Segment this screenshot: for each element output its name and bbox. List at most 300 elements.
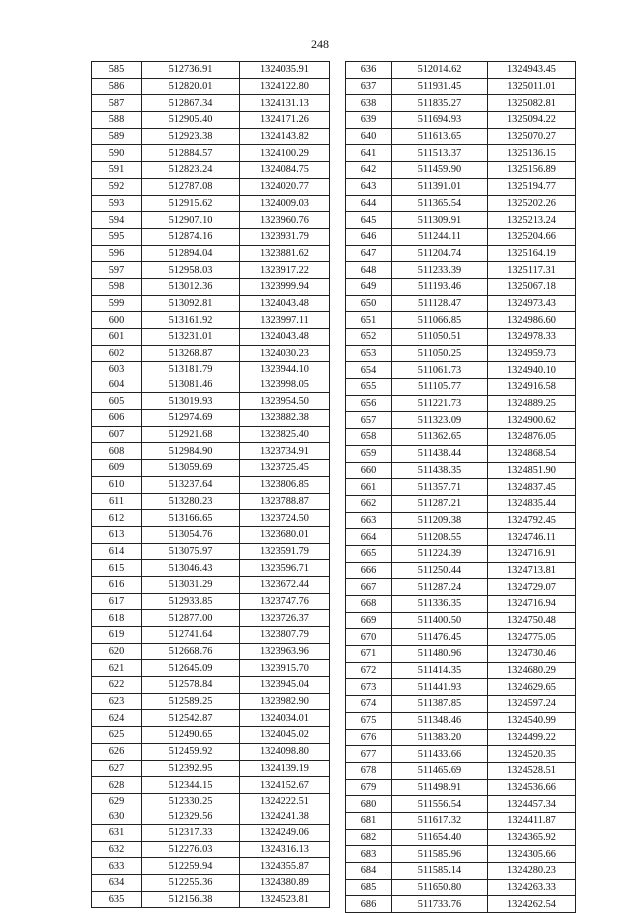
table-row — [92, 393, 330, 410]
y-coordinate-cell: 1324876.05 — [488, 429, 576, 446]
point-number-cell: 618 — [92, 610, 142, 627]
y-coordinate-cell: 1323931.79 — [240, 228, 330, 245]
point-number-cell: 660 — [346, 462, 392, 479]
x-coordinate-cell: 511585.96 — [392, 846, 488, 863]
table-row — [92, 228, 330, 245]
table-row — [346, 95, 576, 112]
table-row — [92, 777, 330, 794]
x-coordinate-cell: 511438.35 — [392, 462, 488, 479]
point-number-cell: 646 — [346, 228, 392, 245]
y-coordinate-cell: 1325202.26 — [488, 195, 576, 212]
x-coordinate-cell: 511244.11 — [392, 228, 488, 245]
y-coordinate-cell: 1324280.23 — [488, 863, 576, 880]
table-row — [346, 462, 576, 479]
y-coordinate-cell: 1324043.48 — [240, 329, 330, 346]
point-number-cell: 645 — [346, 212, 392, 229]
y-coordinate-cell: 1324729.07 — [488, 579, 576, 596]
table-body — [92, 62, 330, 908]
y-coordinate-cell: 1323725.45 — [240, 460, 330, 477]
x-coordinate-cell: 511128.47 — [392, 295, 488, 312]
x-coordinate-cell: 511480.96 — [392, 646, 488, 663]
y-coordinate-cell: 1323999.94 — [240, 278, 330, 295]
table-row — [346, 345, 576, 362]
point-number-cell: 644 — [346, 195, 392, 212]
table-row — [92, 677, 330, 694]
y-coordinate-cell: 1324520.35 — [488, 746, 576, 763]
x-coordinate-cell: 512933.85 — [142, 593, 240, 610]
point-number-cell: 685 — [346, 879, 392, 896]
point-number-cell: 682 — [346, 829, 392, 846]
x-coordinate-cell: 512787.08 — [142, 178, 240, 195]
table-row — [92, 112, 330, 129]
y-coordinate-cell: 1323672.44 — [240, 576, 330, 593]
point-number-cell: 619 — [92, 627, 142, 644]
table-row — [92, 493, 330, 510]
point-number-cell: 656 — [346, 395, 392, 412]
table-row — [346, 262, 576, 279]
y-coordinate-cell: 1323788.87 — [240, 493, 330, 510]
y-coordinate-cell: 1325067.18 — [488, 278, 576, 295]
table-row — [346, 879, 576, 896]
x-coordinate-cell: 512741.64 — [142, 627, 240, 644]
point-number-cell: 611 — [92, 493, 142, 510]
x-coordinate-cell: 511250.44 — [392, 562, 488, 579]
point-number-cell: 588 — [92, 112, 142, 129]
table-row — [92, 245, 330, 262]
point-number-cell: 668 — [346, 596, 392, 613]
table-row — [92, 128, 330, 145]
table-row — [92, 693, 330, 710]
table-row — [92, 329, 330, 346]
x-coordinate-cell: 512392.95 — [142, 760, 240, 777]
y-coordinate-cell: 1325011.01 — [488, 78, 576, 95]
y-coordinate-cell: 1323982.90 — [240, 693, 330, 710]
y-coordinate-cell: 1325082.81 — [488, 95, 576, 112]
x-coordinate-cell: 512923.38 — [142, 128, 240, 145]
point-number-cell: 606 — [92, 410, 142, 427]
point-number-cell: 669 — [346, 612, 392, 629]
y-coordinate-cell: 1324986.60 — [488, 312, 576, 329]
y-coordinate-cell: 1324411.87 — [488, 812, 576, 829]
x-coordinate-cell: 511383.20 — [392, 729, 488, 746]
y-coordinate-cell: 1324523.81 — [240, 891, 330, 908]
point-number-cell: 609 — [92, 460, 142, 477]
table-row — [92, 476, 330, 493]
point-number-cell: 627 — [92, 760, 142, 777]
point-number-cell: 681 — [346, 812, 392, 829]
point-number-cell: 647 — [346, 245, 392, 262]
y-coordinate-cell: 1323747.76 — [240, 593, 330, 610]
point-number-cell: 597 — [92, 262, 142, 279]
x-coordinate-cell: 511050.25 — [392, 345, 488, 362]
table-row — [346, 379, 576, 396]
point-number-cell: 662 — [346, 495, 392, 512]
x-coordinate-cell: 511362.65 — [392, 429, 488, 446]
y-coordinate-cell: 1325194.77 — [488, 178, 576, 195]
y-coordinate-cell: 1324122.80 — [240, 78, 330, 95]
x-coordinate-cell: 512317.33 — [142, 824, 240, 841]
x-coordinate-cell: 512894.04 — [142, 245, 240, 262]
table-row — [92, 560, 330, 577]
table-row — [92, 874, 330, 891]
y-coordinate-cell: 1324597.24 — [488, 696, 576, 713]
x-coordinate-cell: 511050.51 — [392, 329, 488, 346]
point-number-cell: 677 — [346, 746, 392, 763]
x-coordinate-cell: 513054.76 — [142, 526, 240, 543]
y-coordinate-cell: 1324499.22 — [488, 729, 576, 746]
y-coordinate-cell: 1323944.10 1323998.05 — [240, 362, 330, 393]
x-coordinate-cell: 511336.35 — [392, 596, 488, 613]
table-row — [346, 529, 576, 546]
table-row — [346, 245, 576, 262]
x-coordinate-cell: 512877.00 — [142, 610, 240, 627]
x-coordinate-cell: 512542.87 — [142, 710, 240, 727]
table-row — [92, 593, 330, 610]
x-coordinate-cell: 512984.90 — [142, 443, 240, 460]
table-row — [346, 228, 576, 245]
table-row — [346, 646, 576, 663]
table-row — [92, 426, 330, 443]
table-row — [346, 679, 576, 696]
x-coordinate-cell: 511733.76 — [392, 896, 488, 913]
table-row — [92, 727, 330, 744]
point-number-cell: 629 630 — [92, 793, 142, 824]
point-number-cell: 638 — [346, 95, 392, 112]
y-coordinate-cell: 1323807.79 — [240, 627, 330, 644]
x-coordinate-cell: 512867.34 — [142, 95, 240, 112]
table-row — [346, 195, 576, 212]
table-row — [346, 362, 576, 379]
y-coordinate-cell: 1324837.45 — [488, 479, 576, 496]
x-coordinate-cell: 511400.50 — [392, 612, 488, 629]
y-coordinate-cell: 1324100.29 — [240, 145, 330, 162]
point-number-cell: 676 — [346, 729, 392, 746]
point-number-cell: 626 — [92, 743, 142, 760]
table-row — [346, 495, 576, 512]
table-row — [92, 576, 330, 593]
coordinates-table-left — [91, 61, 330, 908]
point-number-cell: 592 — [92, 178, 142, 195]
table-row — [346, 429, 576, 446]
y-coordinate-cell: 1324457.34 — [488, 796, 576, 813]
x-coordinate-cell: 512578.84 — [142, 677, 240, 694]
table-row — [92, 743, 330, 760]
table-row — [92, 660, 330, 677]
point-number-cell: 654 — [346, 362, 392, 379]
x-coordinate-cell: 511287.24 — [392, 579, 488, 596]
y-coordinate-cell: 1323596.71 — [240, 560, 330, 577]
x-coordinate-cell: 512156.38 — [142, 891, 240, 908]
table-row — [92, 460, 330, 477]
table-row — [346, 445, 576, 462]
table-row — [346, 212, 576, 229]
x-coordinate-cell: 513075.97 — [142, 543, 240, 560]
table-row — [346, 512, 576, 529]
x-coordinate-cell: 511556.54 — [392, 796, 488, 813]
y-coordinate-cell: 1324316.13 — [240, 841, 330, 858]
table-row — [92, 295, 330, 312]
point-number-cell: 602 — [92, 345, 142, 362]
x-coordinate-cell: 513059.69 — [142, 460, 240, 477]
y-coordinate-cell: 1325213.24 — [488, 212, 576, 229]
point-number-cell: 586 — [92, 78, 142, 95]
point-number-cell: 665 — [346, 545, 392, 562]
point-number-cell: 590 — [92, 145, 142, 162]
y-coordinate-cell: 1324365.92 — [488, 829, 576, 846]
table-row — [92, 345, 330, 362]
x-coordinate-cell: 512259.94 — [142, 858, 240, 875]
x-coordinate-cell: 511498.91 — [392, 779, 488, 796]
x-coordinate-cell: 511357.71 — [392, 479, 488, 496]
y-coordinate-cell: 1323724.50 — [240, 510, 330, 527]
point-number-cell: 657 — [346, 412, 392, 429]
x-coordinate-cell: 513280.23 — [142, 493, 240, 510]
x-coordinate-cell: 511835.27 — [392, 95, 488, 112]
y-coordinate-cell: 1324536.66 — [488, 779, 576, 796]
x-coordinate-cell: 513031.29 — [142, 576, 240, 593]
x-coordinate-cell: 512276.03 — [142, 841, 240, 858]
y-coordinate-cell: 1323917.22 — [240, 262, 330, 279]
point-number-cell: 642 — [346, 162, 392, 179]
x-coordinate-cell: 512921.68 — [142, 426, 240, 443]
x-coordinate-cell: 511650.80 — [392, 879, 488, 896]
point-number-cell: 637 — [346, 78, 392, 95]
x-coordinate-cell: 512330.25 512329.56 — [142, 793, 240, 824]
point-number-cell: 593 — [92, 195, 142, 212]
table-row — [346, 829, 576, 846]
point-number-cell: 617 — [92, 593, 142, 610]
point-number-cell: 673 — [346, 679, 392, 696]
table-row — [92, 178, 330, 195]
x-coordinate-cell: 511224.39 — [392, 545, 488, 562]
point-number-cell: 623 — [92, 693, 142, 710]
x-coordinate-cell: 511438.44 — [392, 445, 488, 462]
y-coordinate-cell: 1325094.22 — [488, 112, 576, 129]
point-number-cell: 663 — [346, 512, 392, 529]
y-coordinate-cell: 1325136.15 — [488, 145, 576, 162]
point-number-cell: 594 — [92, 212, 142, 229]
y-coordinate-cell: 1325070.27 — [488, 128, 576, 145]
point-number-cell: 585 — [92, 62, 142, 79]
y-coordinate-cell: 1324139.19 — [240, 760, 330, 777]
x-coordinate-cell: 513046.43 — [142, 560, 240, 577]
x-coordinate-cell: 513237.64 — [142, 476, 240, 493]
page-number: 248 — [311, 37, 329, 51]
y-coordinate-cell: 1323680.01 — [240, 526, 330, 543]
x-coordinate-cell: 511204.74 — [392, 245, 488, 262]
x-coordinate-cell: 512905.40 — [142, 112, 240, 129]
y-coordinate-cell: 1323881.62 — [240, 245, 330, 262]
x-coordinate-cell: 512014.62 — [392, 62, 488, 79]
point-number-cell: 664 — [346, 529, 392, 546]
table-row — [346, 662, 576, 679]
y-coordinate-cell: 1324380.89 — [240, 874, 330, 891]
y-coordinate-cell: 1323915.70 — [240, 660, 330, 677]
table-row — [346, 178, 576, 195]
x-coordinate-cell: 512589.25 — [142, 693, 240, 710]
point-number-cell: 653 — [346, 345, 392, 362]
x-coordinate-cell: 513181.79 513081.46 — [142, 362, 240, 393]
y-coordinate-cell: 1324020.77 — [240, 178, 330, 195]
point-number-cell: 589 — [92, 128, 142, 145]
table-row — [92, 145, 330, 162]
point-number-cell: 624 — [92, 710, 142, 727]
table-row — [92, 643, 330, 660]
y-coordinate-cell: 1324131.13 — [240, 95, 330, 112]
x-coordinate-cell: 513092.81 — [142, 295, 240, 312]
x-coordinate-cell: 511465.69 — [392, 762, 488, 779]
y-coordinate-cell: 1324249.06 — [240, 824, 330, 841]
y-coordinate-cell: 1324943.45 — [488, 62, 576, 79]
table-row — [92, 312, 330, 329]
x-coordinate-cell: 512907.10 — [142, 212, 240, 229]
y-coordinate-cell: 1323806.85 — [240, 476, 330, 493]
x-coordinate-cell: 511287.21 — [392, 495, 488, 512]
table-row — [346, 295, 576, 312]
point-number-cell: 686 — [346, 896, 392, 913]
y-coordinate-cell: 1324973.43 — [488, 295, 576, 312]
table-row — [92, 858, 330, 875]
x-coordinate-cell: 512820.01 — [142, 78, 240, 95]
y-coordinate-cell: 1324045.02 — [240, 727, 330, 744]
y-coordinate-cell: 1324034.01 — [240, 710, 330, 727]
y-coordinate-cell: 1324900.62 — [488, 412, 576, 429]
point-number-cell: 667 — [346, 579, 392, 596]
y-coordinate-cell: 1324030.23 — [240, 345, 330, 362]
table-row — [92, 543, 330, 560]
x-coordinate-cell: 513161.92 — [142, 312, 240, 329]
table-row — [346, 762, 576, 779]
table-row — [346, 62, 576, 79]
point-number-cell: 672 — [346, 662, 392, 679]
point-number-cell: 635 — [92, 891, 142, 908]
y-coordinate-cell: 1324263.33 — [488, 879, 576, 896]
y-coordinate-cell: 1324716.94 — [488, 596, 576, 613]
point-number-cell: 683 — [346, 846, 392, 863]
y-coordinate-cell: 1323997.11 — [240, 312, 330, 329]
y-coordinate-cell: 1324043.48 — [240, 295, 330, 312]
point-number-cell: 639 — [346, 112, 392, 129]
table-row — [92, 95, 330, 112]
point-number-cell: 649 — [346, 278, 392, 295]
table-row — [346, 145, 576, 162]
point-number-cell: 648 — [346, 262, 392, 279]
y-coordinate-cell: 1323945.04 — [240, 677, 330, 694]
point-number-cell: 631 — [92, 824, 142, 841]
point-number-cell: 675 — [346, 712, 392, 729]
x-coordinate-cell: 512884.57 — [142, 145, 240, 162]
x-coordinate-cell: 511433.66 — [392, 746, 488, 763]
x-coordinate-cell: 511476.45 — [392, 629, 488, 646]
point-number-cell: 652 — [346, 329, 392, 346]
y-coordinate-cell: 1324035.91 — [240, 62, 330, 79]
x-coordinate-cell: 511694.93 — [392, 112, 488, 129]
y-coordinate-cell: 1324084.75 — [240, 162, 330, 179]
table-row — [346, 128, 576, 145]
table-row — [92, 510, 330, 527]
y-coordinate-cell: 1324851.90 — [488, 462, 576, 479]
x-coordinate-cell: 512915.62 — [142, 195, 240, 212]
x-coordinate-cell: 513166.65 — [142, 510, 240, 527]
y-coordinate-cell: 1325117.31 — [488, 262, 576, 279]
coordinates-table-right — [345, 61, 576, 913]
point-number-cell: 596 — [92, 245, 142, 262]
table-row — [92, 410, 330, 427]
y-coordinate-cell: 1323960.76 — [240, 212, 330, 229]
y-coordinate-cell: 1324305.66 — [488, 846, 576, 863]
y-coordinate-cell: 1324098.80 — [240, 743, 330, 760]
x-coordinate-cell: 512668.76 — [142, 643, 240, 660]
table-row — [346, 846, 576, 863]
x-coordinate-cell: 512874.16 — [142, 228, 240, 245]
x-coordinate-cell: 512490.65 — [142, 727, 240, 744]
x-coordinate-cell: 511209.38 — [392, 512, 488, 529]
point-number-cell: 650 — [346, 295, 392, 312]
y-coordinate-cell: 1324959.73 — [488, 345, 576, 362]
table-row — [92, 627, 330, 644]
point-number-cell: 684 — [346, 863, 392, 880]
x-coordinate-cell: 511414.35 — [392, 662, 488, 679]
x-coordinate-cell: 512823.24 — [142, 162, 240, 179]
point-number-cell: 625 — [92, 727, 142, 744]
x-coordinate-cell: 511617.32 — [392, 812, 488, 829]
point-number-cell: 614 — [92, 543, 142, 560]
y-coordinate-cell: 1324143.82 — [240, 128, 330, 145]
point-number-cell: 678 — [346, 762, 392, 779]
point-number-cell: 599 — [92, 295, 142, 312]
point-number-cell: 633 — [92, 858, 142, 875]
y-coordinate-cell: 1324629.65 — [488, 679, 576, 696]
x-coordinate-cell: 511105.77 — [392, 379, 488, 396]
y-coordinate-cell: 1324222.51 1324241.38 — [240, 793, 330, 824]
point-number-cell: 658 — [346, 429, 392, 446]
point-number-cell: 659 — [346, 445, 392, 462]
table-row — [346, 612, 576, 629]
table-row — [346, 329, 576, 346]
y-coordinate-cell: 1324835.44 — [488, 495, 576, 512]
table-row — [92, 841, 330, 858]
table-row — [346, 562, 576, 579]
point-number-cell: 643 — [346, 178, 392, 195]
x-coordinate-cell: 512255.36 — [142, 874, 240, 891]
point-number-cell: 680 — [346, 796, 392, 813]
table-row — [346, 863, 576, 880]
point-number-cell: 616 — [92, 576, 142, 593]
x-coordinate-cell: 511387.85 — [392, 696, 488, 713]
table-row — [92, 262, 330, 279]
table-row — [346, 78, 576, 95]
y-coordinate-cell: 1324540.99 — [488, 712, 576, 729]
table-row — [92, 278, 330, 295]
y-coordinate-cell: 1324716.91 — [488, 545, 576, 562]
table-row — [346, 596, 576, 613]
point-number-cell: 628 — [92, 777, 142, 794]
table-row — [346, 112, 576, 129]
table-row — [346, 395, 576, 412]
table-row — [92, 793, 330, 824]
point-number-cell: 601 — [92, 329, 142, 346]
table-row — [346, 896, 576, 913]
x-coordinate-cell: 511348.46 — [392, 712, 488, 729]
y-coordinate-cell: 1324730.46 — [488, 646, 576, 663]
x-coordinate-cell: 511233.39 — [392, 262, 488, 279]
table-row — [92, 62, 330, 79]
y-coordinate-cell: 1324680.29 — [488, 662, 576, 679]
table-row — [92, 78, 330, 95]
point-number-cell: 621 — [92, 660, 142, 677]
point-number-cell: 613 — [92, 526, 142, 543]
x-coordinate-cell: 511585.14 — [392, 863, 488, 880]
